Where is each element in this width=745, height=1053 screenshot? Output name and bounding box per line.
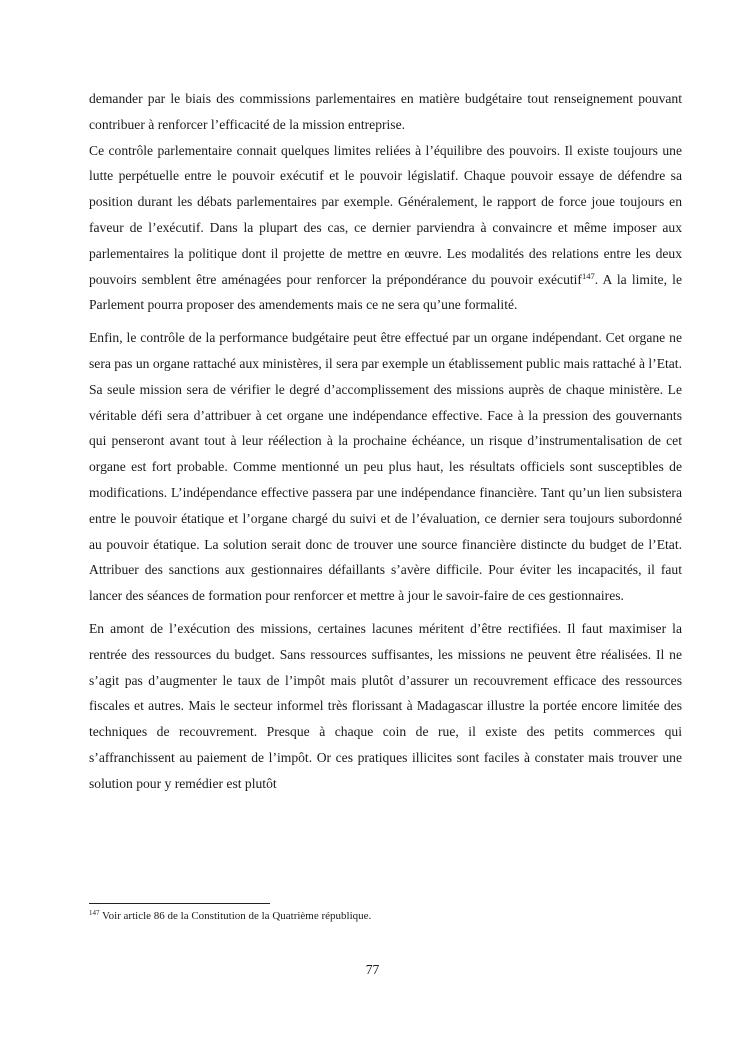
footnote-text: Voir article 86 de la Constitution de la Quatrième république. — [99, 910, 372, 922]
paragraph-text: Ce contrôle parlementaire connait quelques limites reliées à l’équilibre des pouvoirs. Il existe toujours une lutte perpétuelle entre le pouvoir exécutif et le pouvoir législatif. Chaque pouvoir essaye de défendre sa position durant les débats parlementaires par exemple. Généralement, le rapport de force joue toujours en faveur de l’exécutif. Dans la plupart des cas, ce dernier parviendra à convaincre et même imposer aux parlementaires la politique dont il projette de mettre en œuvre. Les modalités des relations entre les deux pouvoirs semblent être aménagées pour renforcer la prépondérance du pouvoir exécutif — [89, 142, 682, 287]
paragraph-resources: En amont de l’exécution des missions, certaines lacunes méritent d’être rectifiées. Il faut maximiser la rentrée des ressources du budget. Sans ressources suffisantes, les missions ne peuvent être réalisées. Il ne s’agit pas d’augmenter le taux de l’impôt mais plutôt d’assurer un recouvrement efficace des ressources fiscales et autres. Mais le secteur informel très florissant à Madagascar illustre la portée encore limitée des techniques de recouvrement. Presque à chaque coin de rue, il existe des petits commerces qui s’affranchissent au paiement de l’impôt. Or ces pratiques illicites sont faciles à constater mais trouver une solution pour y remédier est plutôt — [89, 620, 682, 791]
paragraph-parliamentary-control — [89, 138, 682, 319]
paragraph-text-continued: . A la limite, le Parlement pourra proposer des amendements mais ce ne sera qu’une formalité. — [89, 271, 682, 313]
footnote-number: 147 — [89, 909, 100, 917]
page-number: 77 — [365, 962, 380, 977]
footnote-reference[interactable]: 147 — [581, 270, 595, 281]
paragraph-independent-body: Enfin, le contrôle de la performance budgétaire peut être effectué par un organe indépendant. Cet organe ne sera pas un organe rattaché aux ministères, il sera par exemple un établissement public mais rattaché à l’Etat. Sa seule mission sera de vérifier le degré d’accomplissement des missions auprès de chaque ministère. Le véritable défi sera d’attribuer à cet organe une indépendance effective. Face à la pression des gouvernants qui penseront avant tout à leur réélection à la prochaine échéance, un risque d’instrumentalisation de cet organe est fort probable. Comme mentionné un peu plus haut, les résultats officiels sont susceptibles de modifications. L’indépendance effective passera par une indépendance financière. Tant qu’un lien subsistera entre le pouvoir étatique et l’organe chargé du suivi et de l’évaluation, ce dernier sera toujours subordonné au pouvoir étatique. La solution serait donc de trouver une source financière distincte du budget de l’Etat. Attribuer des sanctions aux gestionnaires défaillants s’avère difficile. Pour éviter les incapacités, il faut lancer des séances de formation pour renforcer et mettre à jour le savoir-faire de ces gestionnaires. — [89, 330, 682, 604]
document-body — [89, 86, 682, 797]
footnote — [89, 909, 371, 923]
footnote-separator — [89, 903, 270, 904]
paragraph-continued: demander par le biais des commissions parlementaires en matière budgétaire tout renseignement pouvant contribuer à renforcer l’efficacité de la mission entreprise. — [89, 91, 682, 132]
